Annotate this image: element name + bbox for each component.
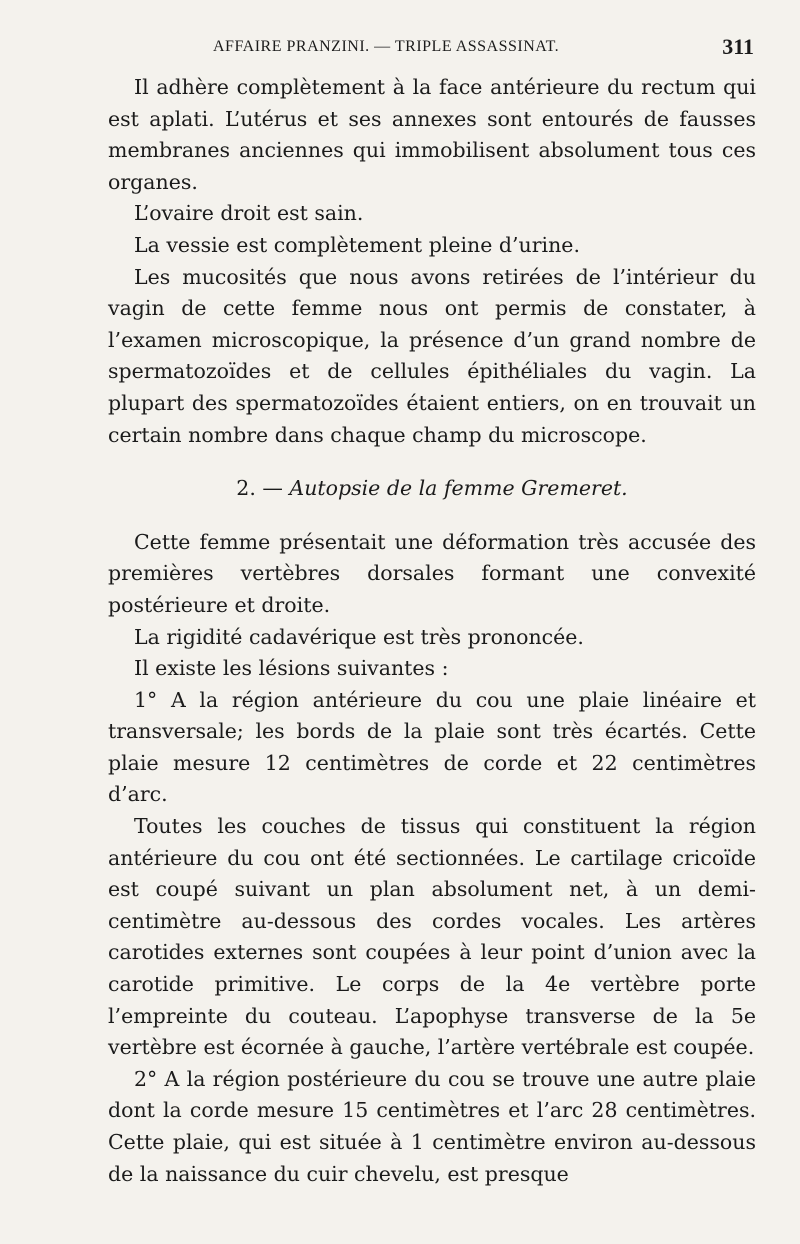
paragraph: Les mucosités que nous avons retirées de l’intérieur du vagin de cette femme nous ont permis de constater, à l’examen microscopique, la présence d’un grand nombre de spermatozoïdes et de cellules épithéliales du vagin. La plupart des spermatozoïdes étaient entiers, on en trouvait un certain nombre dans chaque champ du microscope. [108,264,756,447]
paragraph: 1° A la région antérieure du cou une plaie linéaire et transversale; les bords de la plaie sont très écartés. Cette plaie mesure 12 centimètres de corde et 22 centimètres d’arc. [108,687,756,807]
section-heading-title: Autopsie de la femme Gremeret. [289,476,628,501]
paragraph: Il adhère complètement à la face antérieure du rectum qui est aplati. L’utérus et ses annexes sont entourés de fausses membranes anciennes qui immobilisent absolument tous ces organes. [108,75,756,194]
paragraph: L’ovaire droit est sain. [134,201,364,226]
page-number: 311 [722,34,754,59]
paragraph: Toutes les couches de tissus qui constituent la région antérieure du cou ont été sectionnées. Le cartilage cricoïde est coupé suivant un plan absolument net, à un demi-centimètre au-dessous des cordes vocales. Les artères carotides externes sont coupées à leur point d’union avec la carotide primitive. Le corps de la 4e vertèbre porte l’empreinte du couteau. L’apophyse transverse de la 5e vertèbre est écornée à gauche, l’artère vertébrale est coupée. [108,814,756,1060]
paragraph: Cette femme présentait une déformation très accusée des premières vertèbres dorsales formant une convexité postérieure et droite. [108,529,756,617]
page-header [108,34,756,64]
paragraph: 2° A la région postérieure du cou se trouve une autre plaie dont la corde mesure 15 centimètres et l’arc 28 centimètres. Cette plaie, qui est située à 1 centimètre environ au-dessous de la naissance du cuir chevelu, est presque [108,1066,756,1186]
body-text [108,72,756,1190]
paragraph: La vessie est complètement pleine d’urine. [134,232,580,257]
section-heading [108,473,756,505]
section-heading-number: 2. — [236,476,283,501]
running-head: AFFAIRE PRANZINI. — TRIPLE ASSASSINAT. [213,38,560,55]
paragraph: La rigidité cadavérique est très prononcée. [134,624,584,649]
paragraph: Il existe les lésions suivantes : [134,656,449,681]
